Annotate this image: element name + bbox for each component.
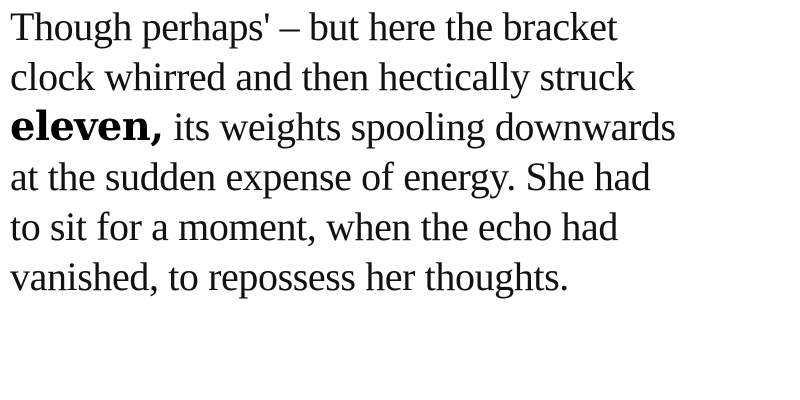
passage-line-2: clock whirred and then hectically struck <box>10 54 635 99</box>
passage-line-3-rest: its weights spooling downwards <box>163 104 676 149</box>
passage-line-3 <box>10 102 790 152</box>
passage-line-5: to sit for a moment, when the echo had <box>10 204 618 249</box>
bold-word-eleven: eleven, <box>10 103 164 150</box>
passage-line-1: Though perhaps' – but here the bracket <box>10 4 618 49</box>
text-passage <box>10 2 790 302</box>
passage-line-6: vanished, to repossess her thoughts. <box>10 254 569 299</box>
passage-line-4: at the sudden expense of energy. She had <box>10 154 651 199</box>
